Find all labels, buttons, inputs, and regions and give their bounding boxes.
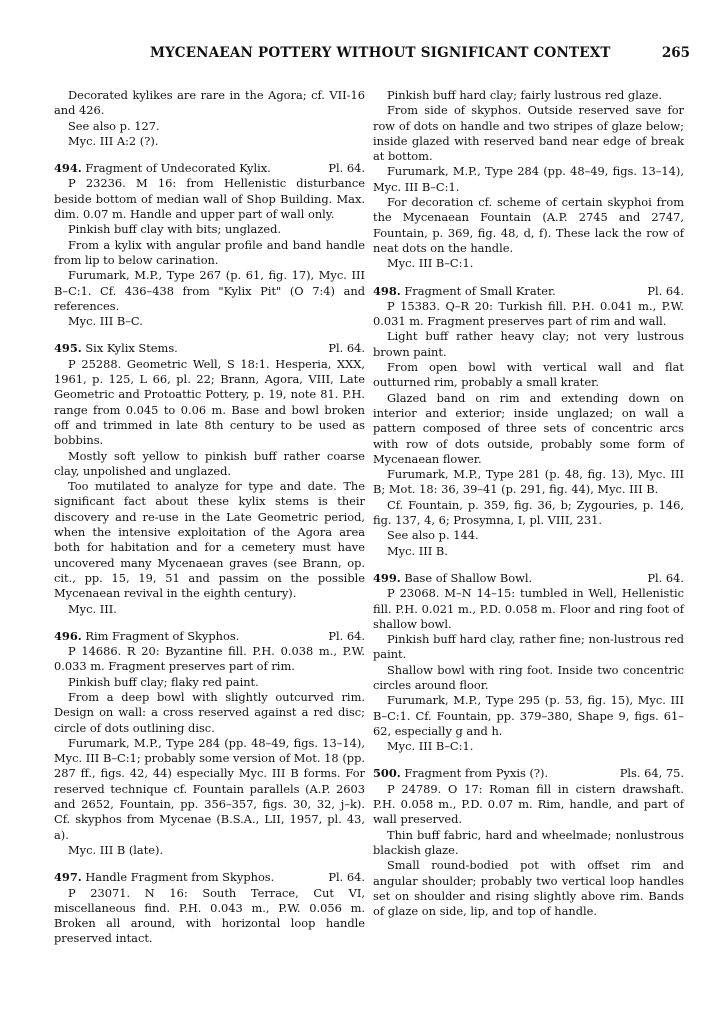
entry-paragraph: Myc. III B–C:1. [387, 739, 474, 754]
entry-paragraph: Furumark, M.P., Type 281 (p. 48, fig. 13), Myc. III B; Mot. 18: 36, 39–41 (p. 291, fig. 44), Myc. III B. [373, 467, 684, 497]
entry-title: Six Kylix Stems. [85, 341, 178, 356]
entry-paragraph: Mostly soft yellow to pinkish buff rather coarse clay, unpolished and unglazed. [54, 448, 365, 478]
entry-number: 494. [54, 161, 82, 176]
entry-number: 495. [54, 341, 82, 356]
entry-heading [54, 629, 365, 644]
entry-paragraph: From a deep bowl with slightly outcurved rim. Design on wall: a cross reserved against a red disc; circle of dots outlining disc. [54, 689, 365, 735]
plate-reference: Pls. 64, 75. [619, 766, 684, 781]
entry-paragraph: Small round-bodied pot with offset rim and angular shoulder; probably two vertical loop handles set on shoulder and rising slightly above rim. Bands of glaze on side, lip, and top of handle. [373, 858, 684, 919]
entry-number: 497. [54, 870, 82, 885]
intro-paragraph: Myc. III A:2 (?). [68, 133, 159, 148]
entry-title: Base of Shallow Bowl. [404, 570, 533, 585]
entry-paragraph: From side of skyphos. Outside reserved save for row of dots on handle and two stripes of glaze below; inside glazed with reserved band near edge of break at bottom. [373, 103, 684, 164]
entry-paragraph: For decoration cf. scheme of certain skyphoi from the Mycenaean Fountain (A.P. 2745 and 2747, Fountain, p. 369, fig. 48, d, f). These lack the row of neat dots on the handle. [373, 195, 684, 255]
catalogue-entry-495 [54, 341, 365, 616]
entry-number: 499. [373, 570, 401, 585]
right-column [373, 88, 684, 919]
entry-paragraph: P 15383. Q–R 20: Turkish fill. P.H. 0.041 m., P.W. 0.031 m. Fragment preserves part of rim and wall. [373, 298, 684, 329]
entry-paragraph: Furumark, M.P., Type 267 (p. 61, fig. 17), Myc. III B–C:1. Cf. 436–438 from "Kylix Pit" (O 7:4) and references. [54, 268, 365, 313]
entry-paragraph: Myc. III B. [387, 543, 448, 558]
entry-paragraph: Furumark, M.P., Type 284 (pp. 48–49, figs. 13–14), Myc. III B–C:1; probably some version of Mot. 18 (pp. 287 ff., figs. 42, 44) especially Myc. III B forms. For reserved technique cf. Fountain parallels (A.P. 2603 and 2652, Fountain, pp. 356–357, figs. 30, 32, j–k). Cf. skyphos from Mycenae (B.S.A., LII, 1957, pl. 43, a). [54, 735, 365, 842]
entry-paragraph: Furumark, M.P., Type 295 (p. 53, fig. 15), Myc. III B–C:1. Cf. Fountain, pp. 379–380, Shape 9, figs. 61–62, especially g and h. [373, 693, 684, 738]
running-header [150, 46, 690, 68]
plate-reference: Pl. 64. [647, 570, 684, 585]
entry-paragraph: P 23068. M–N 14–15: tumbled in Well, Hellenistic fill. P.H. 0.021 m., P.D. 0.058 m. Floor and ring foot of shallow bowl. [373, 586, 684, 631]
entry-paragraph: P 14686. R 20: Byzantine fill. P.H. 0.038 m., P.W. 0.033 m. Fragment preserves part of rim. [54, 644, 365, 674]
catalogue-entry-500 [373, 766, 684, 919]
plate-reference: Pl. 64. [328, 870, 365, 885]
entry-paragraph: Myc. III. [68, 601, 117, 616]
plate-reference: Pl. 64. [328, 341, 365, 356]
entry-paragraph: Pinkish buff hard clay; fairly lustrous red glaze. [387, 88, 663, 102]
entry-paragraph: P 25288. Geometric Well, S 18:1. Hesperia, XXX, 1961, p. 125, L 66, pl. 22; Brann, Agora, VIII, Late Geometric and Protoattic Pottery, p. 19, note 81. P.H. range from 0.045 to 0.06 m. Base and bowl broken off and trimmed in late 8th century to be used as bobbins. [54, 356, 365, 448]
running-title: MYCENAEAN POTTERY WITHOUT SIGNIFICANT CONTEXT [150, 45, 611, 61]
catalogue-entry-497 [54, 870, 365, 946]
entry-number: 500. [373, 766, 401, 781]
intro-paragraph: Decorated kylikes are rare in the Agora; cf. VII-16 and 426. [54, 88, 365, 118]
entry-paragraph: From a kylix with angular profile and band handle from lip to below carination. [54, 237, 365, 267]
plate-reference: Pl. 64. [328, 628, 365, 643]
left-column [54, 88, 365, 947]
catalogue-entry-496 [54, 629, 365, 858]
entry-paragraph: See also p. 144. [387, 528, 479, 543]
entry-number: 498. [373, 283, 401, 298]
entry-paragraph: Shallow bowl with ring foot. Inside two concentric circles around floor. [373, 662, 684, 692]
entry-heading [54, 870, 365, 885]
entry-paragraph: Cf. Fountain, p. 359, fig. 36, b; Zygouries, p. 146, fig. 137, 4, 6; Prosymna, I, pl. VIII, 231. [373, 497, 684, 528]
entry-paragraph: Pinkish buff clay; flaky red paint. [68, 674, 259, 689]
catalogue-entry-498 [373, 284, 684, 559]
entry-paragraph: Pinkish buff clay with bits; unglazed. [68, 222, 281, 237]
intro-paragraph: See also p. 127. [68, 118, 160, 133]
page-number: 265 [661, 45, 690, 61]
entry-paragraph: Thin buff fabric, hard and wheelmade; nonlustrous blackish glaze. [373, 827, 684, 857]
entry-paragraph: P 23236. M 16: from Hellenistic disturbance beside bottom of median wall of Shop Building. Max. dim. 0.07 m. Handle and upper part of wall only. [54, 176, 365, 222]
entry-paragraph: Myc. III B (late). [68, 842, 164, 857]
entry-paragraph: Too mutilated to analyze for type and date. The significant fact about these kylix stems is their discovery and re-use in the Late Geometric period, when the intensive exploitation of the Agora area both for habitation and for a cemetery must have uncovered many Mycenaean graves (see Brann, op. cit., pp. 15, 19, 51 and passim on the possible Mycenaean revival in the eighth century). [54, 479, 365, 601]
plate-reference: Pl. 64. [647, 283, 684, 298]
entry-paragraph: Pinkish buff hard clay, rather fine; non-lustrous red paint. [373, 632, 684, 662]
entry-heading [54, 341, 365, 356]
entry-paragraph: Myc. III B–C:1. [387, 256, 474, 271]
catalogue-entry-499 [373, 571, 684, 755]
entry-title: Fragment of Undecorated Kylix. [85, 161, 271, 176]
entry-title: Rim Fragment of Skyphos. [85, 628, 240, 643]
entry-paragraph: P 24789. O 17: Roman fill in cistern drawshaft. P.H. 0.058 m., P.D. 0.07 m. Rim, handle, and part of wall preserved. [373, 781, 684, 827]
entry-paragraph: Furumark, M.P., Type 284 (pp. 48–49, figs. 13–14), Myc. III B–C:1. [373, 164, 684, 194]
entry-paragraph: Glazed band on rim and extending down on interior and exterior; inside unglazed; on wall a pattern composed of three sets of concentric arcs with row of dots outside, probably some form of Mycenaean flower. [373, 390, 684, 466]
entry-paragraph: Light buff rather heavy clay; not very lustrous brown paint. [373, 329, 684, 359]
entry-paragraph: Myc. III B–C. [68, 314, 143, 329]
entry-paragraph: P 23071. N 16: South Terrace, Cut VI, miscellaneous find. P.H. 0.043 m., P.W. 0.056 m. Broken all around, with horizontal loop handle preserved intact. [54, 885, 365, 946]
catalogue-entry-494 [54, 161, 365, 329]
entry-number: 496. [54, 628, 82, 643]
entry-heading [373, 284, 684, 299]
entry-title: Fragment from Pyxis (?). [404, 766, 549, 781]
catalogue-entry-497-continued [373, 88, 684, 272]
plate-reference: Pl. 64. [328, 161, 365, 176]
entry-paragraph: From open bowl with vertical wall and flat outturned rim, probably a small krater. [373, 360, 684, 390]
entry-heading [54, 161, 365, 176]
entry-title: Fragment of Small Krater. [404, 283, 556, 298]
entry-title: Handle Fragment from Skyphos. [85, 870, 275, 885]
entry-heading [373, 766, 684, 781]
entry-heading [373, 571, 684, 586]
